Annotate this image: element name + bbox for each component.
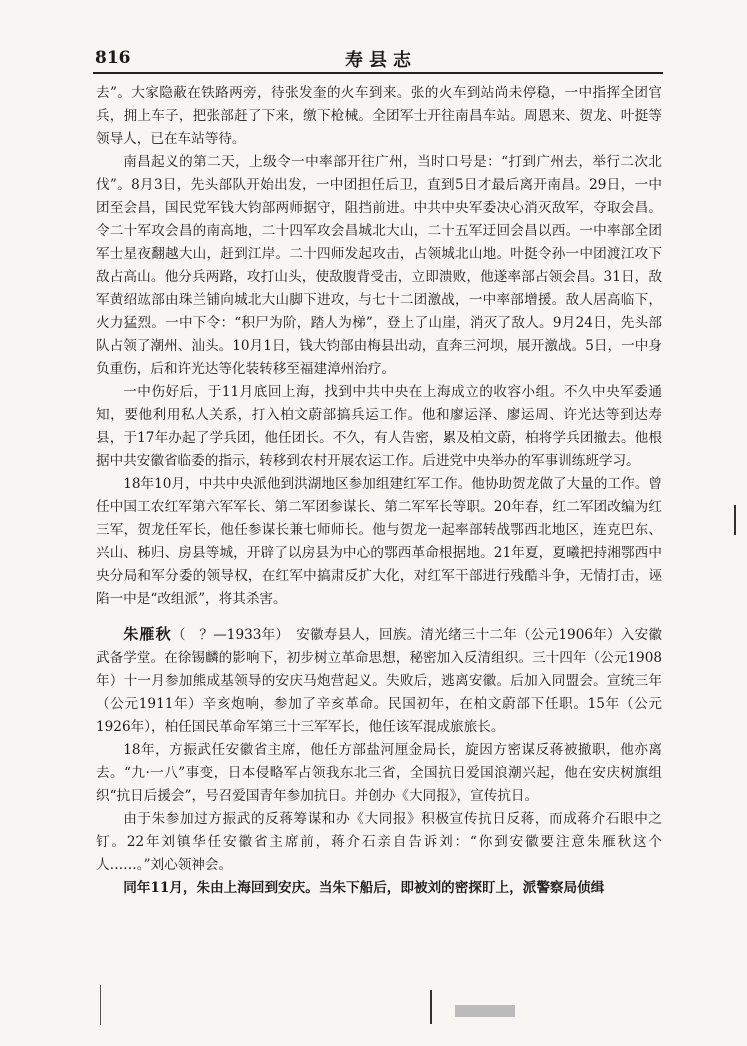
scan-artifact [455, 1005, 515, 1017]
header-rule [93, 72, 663, 74]
page-body [96, 82, 662, 900]
biography-paragraph-1: 18年，方振武任安徽省主席，他任方部盐河厘金局长，旋因方密谋反蒋被撤职，他亦离去。“九·一八”事变，日本侵略军占领我东北三省，全国抗日爱国浪潮兴起，他在安庆树旗组织“抗日后援会”，号召爱国青年参加抗日。并创办《大同报》，宣传抗日。 [96, 742, 662, 804]
biography-name: 朱雁秋 [123, 625, 172, 643]
biography-paragraph-3: 同年11月，朱由上海回到安庆。当朱下船后，即被刘的密探盯上，派警察局侦缉 [123, 880, 605, 896]
book-title: 寿县志 [345, 50, 417, 71]
page-header [95, 44, 660, 74]
biography-paragraph-2: 由于朱参加过方振武的反蒋筹谋和办《大同报》积极宣传抗日反蒋，而成蒋介石眼中之钉。22年刘镇华任安徽省主席前，蒋介石亲自告诉刘：“你到安徽要注意朱雁秋这个人……。”刘心领神会。 [96, 811, 662, 873]
paragraph-3: 一中伤好后，于11月底回上海，找到中共中央在上海成立的收容小组。不久中央军委通知，要他利用私人关系，打入柏文蔚部搞兵运工作。他和廖运泽、廖运周、许光达等到达寿县，于17年办起了学兵团，他任团长。不久，有人告密，累及柏文蔚，柏将学兵团撤去。他根据中共安徽省临委的指示，转移到农村开展农运工作。后进党中央举办的军事训练班学习。 [96, 384, 662, 469]
section-spacer [96, 611, 662, 623]
page-number: 816 [95, 48, 131, 68]
biography-heading [96, 623, 662, 739]
paragraph-4: 18年10月，中共中央派他到洪湖地区参加组建红军工作。他协助贺龙做了大量的工作。曾任中国工农红军第六军军长、第二军团参谋长、第二军军长等职。20年春，红二军团改编为红三军，贺龙任军长，他任参谋长兼七师师长。他与贺龙一起率部转战鄂西北地区，连克巴东、兴山、秭归、房县等城，开辟了以房县为中心的鄂西革命根据地。21年夏，夏曦把持湘鄂西中央分局和军分委的领导权，在红军中搞肃反扩大化，对红军干部进行残酷斗争，无情打击，诬陷一中是“改组派”，将其杀害。 [96, 476, 662, 607]
scan-artifact [100, 985, 101, 1025]
scan-artifact [734, 505, 736, 535]
paragraph-1: 去”。大家隐蔽在铁路两旁，待张发奎的火车到来。张的火车到站尚未停稳，一中指挥全团官兵，拥上车子，把张部赶了下来，缴下枪械。全团军士开往南昌车站。周恩来、贺龙、叶挺等领导人，已在车站等待。 [96, 85, 662, 147]
paragraph-2: 南昌起义的第二天，上级令一中率部开往广州，当时口号是：“打到广州去，举行二次北伐”。8月3日，先头部队开始出发，一中团担任后卫，直到5日才最后离开南昌。29日，一中团至会昌，国民党军钱大钧部两师据守，阻挡前进。中共中央军委决心消灭敌军，夺取会昌。令二十军攻会昌的南高地，二十四军攻会昌城北大山，二十五军迂回会昌以西。一中率部全团军士星夜翻越大山，赶到江岸。二十四师发起攻击，占领城北山地。叶挺令孙一中团渡江攻下敌占高山。他分兵两路，攻打山头，使敌腹背受击，立即溃败，他遂率部占领会昌。31日，敌军黄绍竑部由珠兰铺向城北大山脚下进攻，与七十二团激战，一中率部增援。敌人居高临下，火力猛烈。一中下令：“积尸为阶，踏人为梯”，登上了山崖，消灭了敌人。9月24日，先头部队占领了潮州、汕头。10月1日，钱大钧部由梅县出动，直奔三河坝，展开激战。5日，一中身负重伤，后和许光达等化装转移至福建漳州治疗。 [96, 154, 662, 377]
scan-artifact [430, 990, 432, 1024]
biography-intro: （ ？—1933年） 安徽寿县人，回族。清光绪三十二年（公元1906年）入安徽武备学堂。在徐锡麟的影响下，初步树立革命思想，秘密加入反清组织。三十四年（公元1908年）十一月参加熊成基领导的安庆马炮营起义。失败后，逃离安徽。后加入同盟会。宣统三年（公元1911年）辛亥炮响，参加了辛亥革命。民国初年，在柏文蔚部下任职。15年（公元1926年），柏任国民革命军第三十三军军长，他任该军混成旅旅长。 [96, 627, 662, 735]
